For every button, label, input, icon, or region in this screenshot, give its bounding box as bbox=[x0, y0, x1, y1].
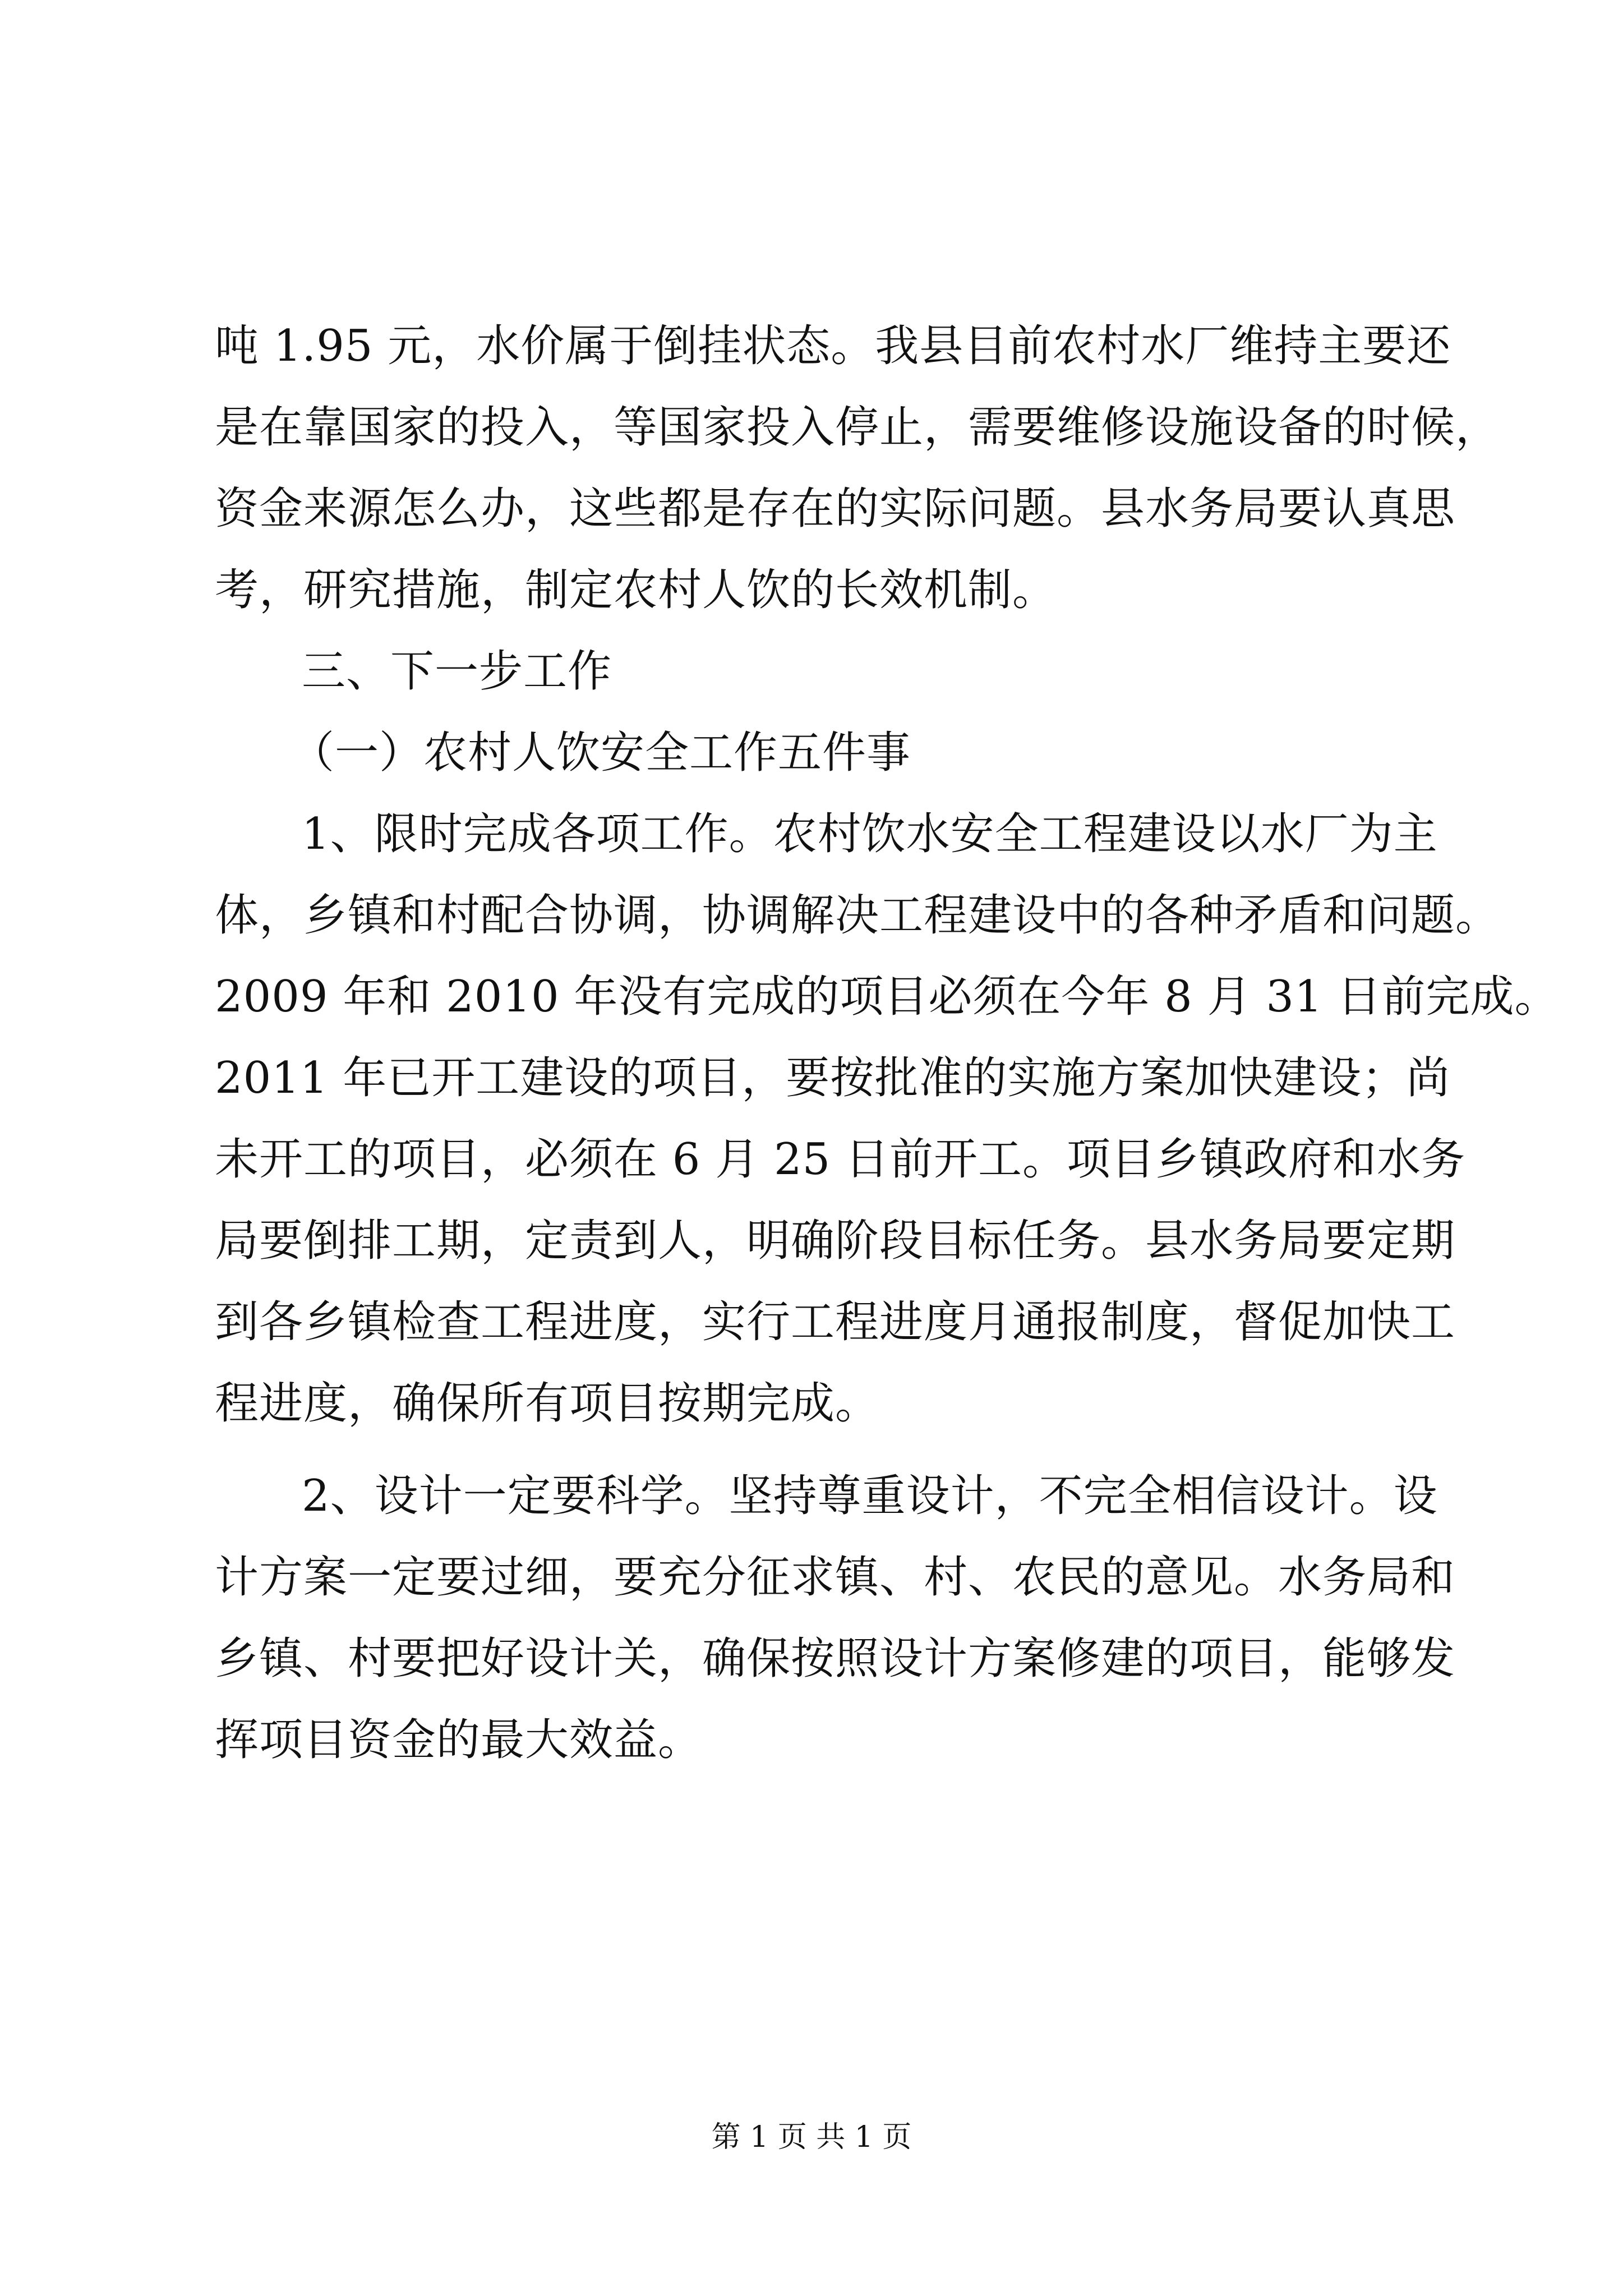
text-line: 1、限时完成各项工作。农村饮水安全工程建设以水厂为主 bbox=[302, 809, 1438, 859]
section-heading: 三、下一步工作 bbox=[302, 646, 612, 697]
text-line: 体，乡镇和村配合协调，协调解决工程建设中的各种矛盾和问题。 bbox=[215, 890, 1500, 941]
page-number-label: 第 1 页 共 1 页 bbox=[711, 2120, 912, 2154]
paragraph-task-1 bbox=[215, 794, 1559, 1444]
text-line: 是在靠国家的投入，等国家投入停止，需要维修设施设备的时候， bbox=[215, 402, 1500, 453]
text-line: 计方案一定要过细，要充分征求镇、村、农民的意见。水务局和 bbox=[215, 1552, 1456, 1603]
subsection-heading: （一）农村人饮安全工作五件事 bbox=[291, 728, 911, 778]
text-line: 吨 1.95 元，水价属于倒挂状态。我县目前农村水厂维持主要还 bbox=[215, 321, 1451, 371]
text-line: 考，研究措施，制定农村人饮的长效机制。 bbox=[215, 565, 1057, 615]
paragraph-water-price bbox=[215, 306, 1500, 631]
paragraph-task-2 bbox=[215, 1456, 1456, 1781]
page-footer bbox=[0, 2120, 1623, 2154]
text-line: 资金来源怎么办，这些都是存在的实际问题。县水务局要认真思 bbox=[215, 484, 1456, 534]
paragraph-gap bbox=[215, 1444, 1415, 1456]
text-line: 程进度，确保所有项目按期完成。 bbox=[215, 1378, 880, 1429]
document-body bbox=[215, 306, 1559, 1781]
text-line: 乡镇、村要把好设计关，确保按照设计方案修建的项目，能够发 bbox=[215, 1634, 1456, 1684]
subsection-heading-five-tasks bbox=[215, 712, 1415, 794]
text-line: 2011 年已开工建设的项目，要按批准的实施方案加快建设；尚 bbox=[215, 1053, 1451, 1103]
text-line: 2、设计一定要科学。坚持尊重设计，不完全相信设计。设 bbox=[302, 1471, 1438, 1521]
text-line: 局要倒排工期，定责到人，明确阶段目标任务。县水务局要定期 bbox=[215, 1216, 1456, 1266]
section-heading-next-steps bbox=[215, 631, 1415, 712]
text-line: 2009 年和 2010 年没有完成的项目必须在今年 8 月 31 日前完成。 bbox=[215, 972, 1559, 1022]
text-line: 挥项目资金的最大效益。 bbox=[215, 1715, 703, 1765]
text-line: 到各乡镇检查工程进度，实行工程进度月通报制度，督促加快工 bbox=[215, 1297, 1456, 1347]
text-line: 未开工的项目，必须在 6 月 25 日前开工。项目乡镇政府和水务 bbox=[215, 1134, 1466, 1185]
